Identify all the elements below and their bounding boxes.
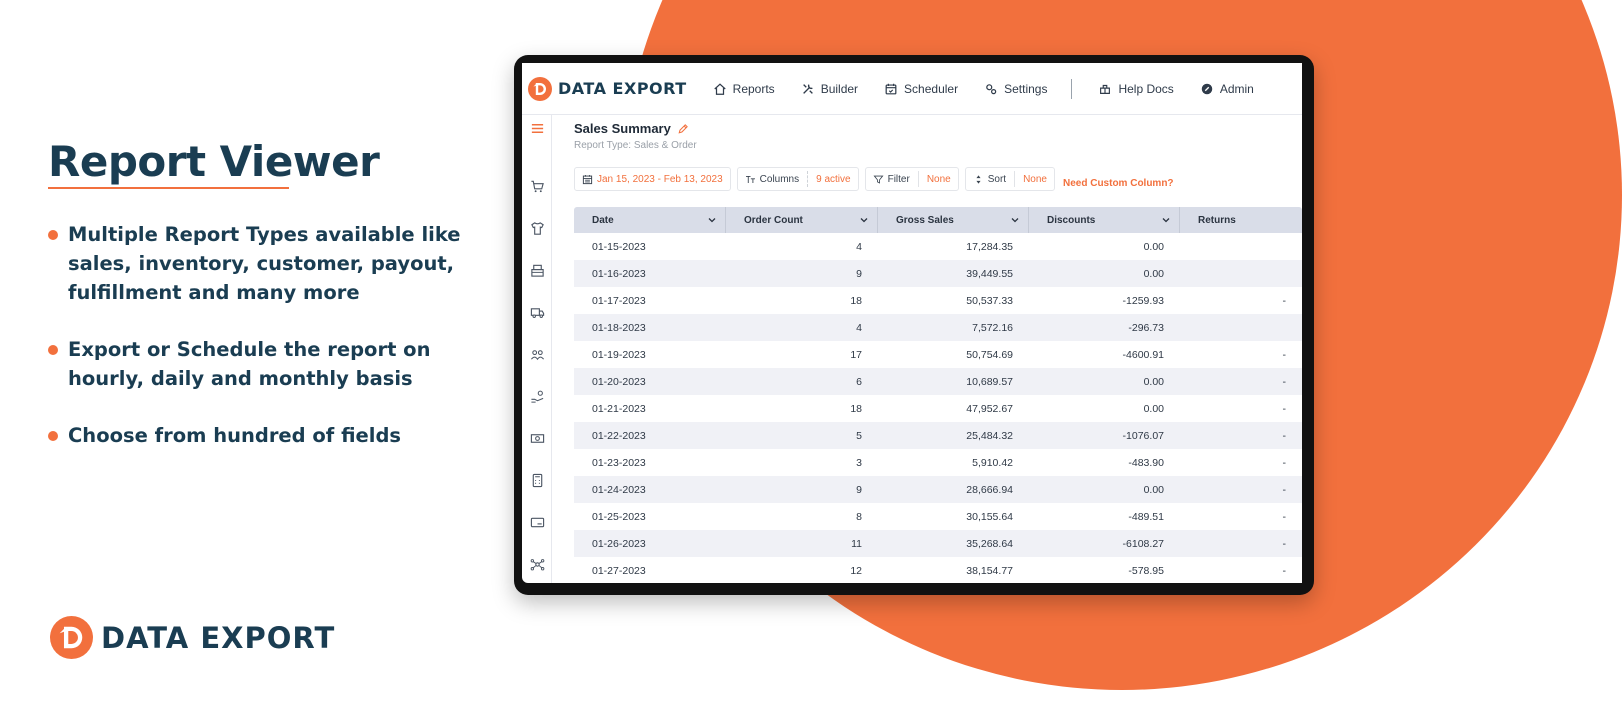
nav-admin[interactable]: Admin: [1200, 82, 1254, 96]
table-cell: -483.90: [1128, 456, 1164, 469]
app-logo[interactable]: [528, 77, 687, 101]
table-cell: 01-27-2023: [592, 564, 646, 577]
device-frame: [514, 55, 1314, 595]
money-icon[interactable]: [530, 431, 545, 446]
customers-icon[interactable]: [530, 347, 545, 362]
pencil-edit-icon[interactable]: [677, 123, 689, 135]
table-cell: [1180, 260, 1302, 287]
table-cell: 01-20-2023: [592, 375, 646, 388]
table-cell: 4: [856, 321, 862, 334]
feature-bullet: Choose from hundred of fields: [48, 421, 468, 450]
calendar-check-icon: [884, 82, 898, 96]
column-header-date[interactable]: Date: [574, 207, 726, 233]
gears-icon: [984, 82, 998, 96]
table-row[interactable]: [574, 476, 1302, 503]
table-cell: -: [1282, 537, 1286, 550]
table-cell: 17,284.35: [966, 240, 1013, 253]
headline: Report Viewer: [48, 137, 380, 186]
table-cell: -: [1282, 456, 1286, 469]
table-cell: 39,449.55: [966, 267, 1013, 280]
table-row[interactable]: [574, 287, 1302, 314]
table-header: [574, 207, 1302, 233]
table-cell: -: [1282, 348, 1286, 361]
hamburger-menu-icon[interactable]: [530, 121, 545, 136]
table-cell: 0.00: [1143, 267, 1164, 280]
table-cell: 01-21-2023: [592, 402, 646, 415]
table-row[interactable]: [574, 422, 1302, 449]
help-docs-icon: [1098, 82, 1112, 96]
table-cell: 38,154.77: [966, 564, 1013, 577]
inventory-box-icon[interactable]: [530, 263, 545, 278]
table-cell: 18: [850, 402, 862, 415]
table-cell: 7,572.16: [972, 321, 1013, 334]
table-cell: 01-15-2023: [592, 240, 646, 253]
table-cell: 12: [850, 564, 862, 577]
bullet-dot: [48, 230, 58, 240]
nav-scheduler[interactable]: Scheduler: [884, 82, 958, 96]
cart-icon[interactable]: [530, 179, 545, 194]
table-row[interactable]: [574, 530, 1302, 557]
nav-reports[interactable]: Reports: [713, 82, 775, 96]
table-cell: -: [1282, 564, 1286, 577]
chevron-down-icon: [859, 215, 869, 225]
column-header-gross-sales[interactable]: Gross Sales: [878, 207, 1029, 233]
table-cell: 18: [850, 294, 862, 307]
table-cell: 01-24-2023: [592, 483, 646, 496]
table-cell: 30,155.64: [966, 510, 1013, 523]
tools-icon: [801, 82, 815, 96]
funnel-icon: [873, 174, 884, 185]
table-cell: 10,689.57: [966, 375, 1013, 388]
table-cell: [1180, 314, 1302, 341]
custom-column-link[interactable]: Need Custom Column?: [1062, 177, 1174, 189]
table-row[interactable]: [574, 449, 1302, 476]
table-cell: 6: [856, 375, 862, 388]
calendar-icon: [582, 174, 593, 185]
table-cell: 0.00: [1143, 375, 1164, 388]
table-row[interactable]: [574, 260, 1302, 287]
column-header-returns[interactable]: Returns: [1198, 214, 1236, 226]
table-cell: 5: [856, 429, 862, 442]
chevron-down-icon: [707, 215, 717, 225]
table-cell: 01-23-2023: [592, 456, 646, 469]
table-cell: 01-17-2023: [592, 294, 646, 307]
sidebar: [522, 115, 552, 583]
table-cell: 3: [856, 456, 862, 469]
filter-toolbar: [574, 167, 1174, 191]
table-cell: -4600.91: [1122, 348, 1164, 361]
table-row[interactable]: [574, 557, 1302, 584]
data-export-logo-icon: [528, 77, 552, 101]
network-icon[interactable]: [530, 557, 545, 572]
brand-logo: [50, 616, 335, 659]
shirt-icon[interactable]: [530, 221, 545, 236]
report-type: Report Type: Sales & Order: [574, 140, 697, 151]
feature-list: [48, 220, 468, 478]
table-cell: 47,952.67: [966, 402, 1013, 415]
table-cell: 50,537.33: [966, 294, 1013, 307]
nav-settings[interactable]: Settings: [984, 82, 1047, 96]
table-cell: -: [1282, 510, 1286, 523]
card-icon[interactable]: [530, 515, 545, 530]
home-icon: [713, 82, 727, 96]
column-header-discounts[interactable]: Discounts: [1029, 207, 1180, 233]
filter-button[interactable]: Filter None: [865, 167, 959, 191]
table-cell: -296.73: [1128, 321, 1164, 334]
table-row[interactable]: [574, 233, 1302, 260]
table-cell: 35,268.64: [966, 537, 1013, 550]
table-cell: 25,484.32: [966, 429, 1013, 442]
nav-help-docs[interactable]: Help Docs: [1098, 82, 1173, 96]
chevron-down-icon: [1010, 215, 1020, 225]
top-navigation: [522, 63, 1302, 115]
app-screen: [522, 63, 1302, 583]
admin-icon: [1200, 82, 1214, 96]
table-cell: 01-18-2023: [592, 321, 646, 334]
table-cell: -578.95: [1128, 564, 1164, 577]
table-row[interactable]: [574, 314, 1302, 341]
table-cell: 50,754.69: [966, 348, 1013, 361]
table-cell: 01-25-2023: [592, 510, 646, 523]
date-range-picker[interactable]: Jan 15, 2023 - Feb 13, 2023: [574, 167, 731, 191]
table-cell: 4: [856, 240, 862, 253]
sort-button[interactable]: Sort None: [965, 167, 1055, 191]
table-cell: -: [1282, 402, 1286, 415]
headline-underline: [48, 187, 289, 189]
table-cell: 0.00: [1143, 402, 1164, 415]
column-header-order-count[interactable]: Order Count: [726, 207, 878, 233]
report-content: [552, 115, 1302, 583]
payout-hand-icon[interactable]: [530, 389, 545, 404]
table-cell: [1180, 233, 1302, 260]
data-export-logo-icon: [50, 616, 93, 659]
bullet-dot: [48, 431, 58, 441]
sort-icon: [973, 174, 984, 185]
table-cell: 01-19-2023: [592, 348, 646, 361]
table-cell: 9: [856, 267, 862, 280]
feature-bullet: Multiple Report Types available like sales, inventory, customer, payout, fulfillment and many more: [48, 220, 468, 307]
table-cell: 17: [850, 348, 862, 361]
table-cell: -1076.07: [1122, 429, 1164, 442]
bullet-dot: [48, 345, 58, 355]
table-cell: -6108.27: [1122, 537, 1164, 550]
nav-divider: [1071, 79, 1072, 99]
table-cell: -: [1282, 429, 1286, 442]
report-table: [574, 207, 1302, 583]
table-row[interactable]: [574, 503, 1302, 530]
chevron-down-icon: [1161, 215, 1171, 225]
table-cell: 11: [851, 537, 862, 550]
calculator-icon[interactable]: [530, 473, 545, 488]
table-cell: -: [1282, 294, 1286, 307]
nav-builder[interactable]: Builder: [801, 82, 858, 96]
table-cell: 9: [856, 483, 862, 496]
columns-selector[interactable]: Columns 9 active: [737, 167, 859, 191]
table-cell: -489.51: [1128, 510, 1164, 523]
table-cell: 28,666.94: [966, 483, 1013, 496]
table-cell: 0.00: [1143, 240, 1164, 253]
brand-name: DATA EXPORT: [101, 620, 336, 655]
table-cell: -1259.93: [1122, 294, 1164, 307]
table-cell: 01-16-2023: [592, 267, 646, 280]
app-name: DATA EXPORT: [558, 79, 687, 98]
marketing-panel: [0, 0, 500, 720]
table-row[interactable]: [574, 395, 1302, 422]
table-cell: -: [1282, 375, 1286, 388]
table-row[interactable]: [574, 368, 1302, 395]
truck-icon[interactable]: [530, 305, 545, 320]
table-cell: 0.00: [1143, 483, 1164, 496]
table-cell: 01-22-2023: [592, 429, 646, 442]
text-size-icon: [745, 174, 756, 185]
table-cell: 5,910.42: [972, 456, 1013, 469]
feature-bullet: Export or Schedule the report on hourly, daily and monthly basis: [48, 335, 468, 393]
table-cell: 8: [856, 510, 862, 523]
table-cell: 01-26-2023: [592, 537, 646, 550]
table-body: [574, 233, 1302, 584]
title-row: [574, 121, 689, 136]
table-row[interactable]: [574, 341, 1302, 368]
table-cell: -: [1282, 483, 1286, 496]
report-title: Sales Summary: [574, 121, 671, 136]
